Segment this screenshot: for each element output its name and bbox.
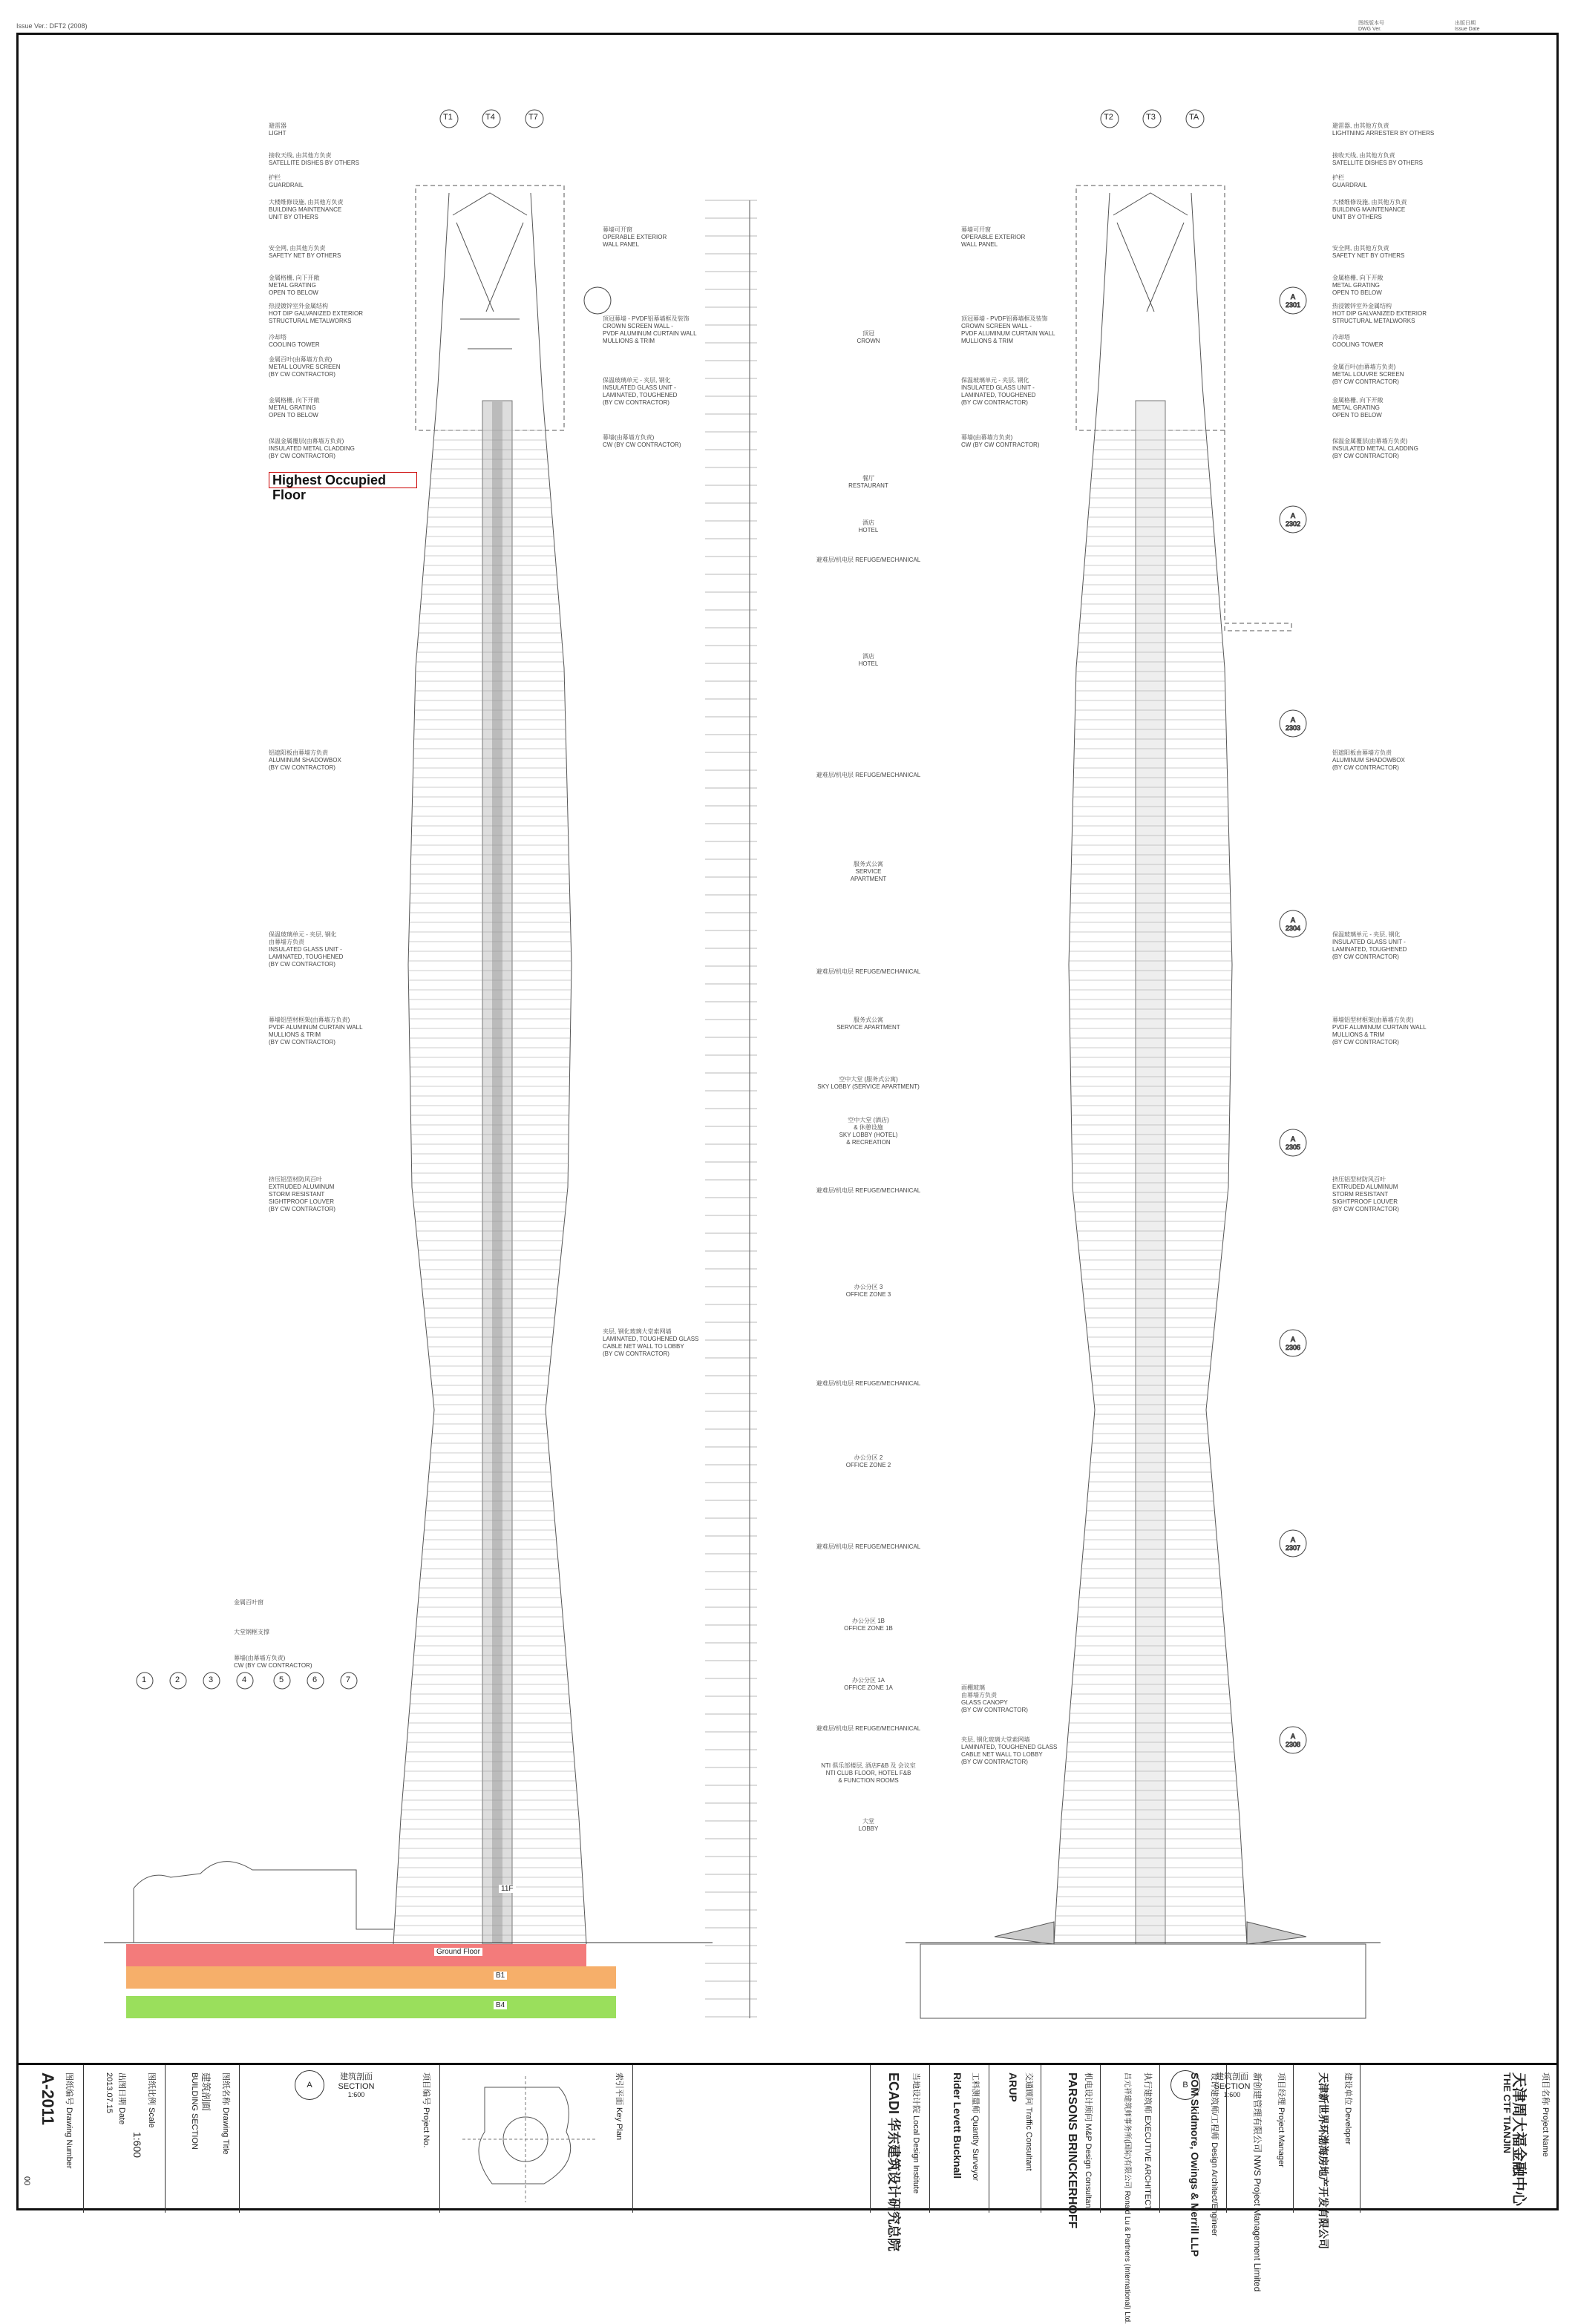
callout-label: 保温玻璃单元 - 夹层, 钢化 由幕墙方负责 INSULATED GLASS UNIT - LAMINATED, TOUGHENED (BY CW CONTRACTOR) — [269, 931, 344, 968]
tb-revision: 00 — [22, 2176, 31, 2186]
section-b-title-en: SECTION — [1214, 2082, 1251, 2091]
section-b-detail-marks — [1280, 287, 1306, 1753]
section-a-outer-left — [393, 193, 449, 1944]
detail-mark-circle — [1280, 1330, 1306, 1356]
tb-traffic: ARUP — [1007, 2072, 1019, 2102]
callout-label: 幕墙铝型材框架(由幕墙方负责) PVDF ALUMINUM CURTAIN WALL MULLIONS & TRIM (BY CW CONTRACTOR) — [269, 1017, 363, 1046]
tb-project-no-label: 项目编号 Project No. — [422, 2072, 430, 2148]
zone-label: 办公分区 1A OFFICE ZONE 1A — [844, 1677, 893, 1691]
callout-label: 保温金属覆层(由幕墙方负责) INSULATED METAL CLADDING (BY CW CONTRACTOR) — [269, 438, 355, 459]
callout-label: 大楼维修设施, 由其他方负责 BUILDING MAINTENANCE UNIT BY OTHERS — [1332, 199, 1407, 220]
callout-label: 金属百叶窗 — [234, 1599, 263, 1606]
tb-exec-architect-label: 执行建筑师 EXECUTIVE ARCHITECT — [1143, 2072, 1152, 2210]
section-a-title-cn: 建筑剖面 — [340, 2072, 373, 2081]
tb-drawing-number-cell — [16, 2065, 83, 2213]
section-b-scale: 1:600 — [1223, 2091, 1241, 2098]
callout-label: 夹层, 钢化玻璃大堂索网墙 LAMINATED, TOUGHENED GLASS CABLE NET WALL TO LOBBY (BY CW CONTRACTOR) — [961, 1736, 1058, 1765]
zone-label: 空中大堂 (服务式公寓) SKY LOBBY (SERVICE APARTMENT) — [817, 1076, 920, 1090]
zone-label: 大堂 LOBBY — [858, 1818, 879, 1832]
detail-mark-text: A — [1290, 1536, 1296, 1543]
detail-mark-text: 2305 — [1285, 1143, 1301, 1151]
tb-keyplan-label: 索引平面 Key Plan — [615, 2072, 623, 2141]
tb-exec-architect-cell — [1100, 2065, 1159, 2324]
detail-mark-circle — [1280, 506, 1306, 533]
tag-ground-floor: Ground Floor — [434, 1948, 482, 1956]
tb-issue-date: 2013.07.15 — [105, 2072, 114, 2114]
tb-architect-label: 设计建筑师/工程师 Design Architect/Engineer — [1210, 2072, 1219, 2236]
callout-label: 接收天线, 由其他方负责 SATELLITE DISHES BY OTHERS — [269, 152, 359, 166]
detail-mark-text: A — [1290, 1336, 1296, 1343]
callout-label: 幕墙可开窗 OPERABLE EXTERIOR WALL PANEL — [961, 226, 1026, 248]
tb-revisions-cell — [632, 2065, 870, 2213]
callout-label: 大堂钢框支撑 — [234, 1629, 269, 1635]
callout-label: 挤压铝型材防风百叶 EXTRUDED ALUMINUM STORM RESISTANT SIGHTPROOF LOUVER (BY CW CONTRACTOR) — [269, 1176, 335, 1212]
podium-grid-4: 4 — [242, 1675, 247, 1684]
callout-label: 金属格栅, 向下开敞 METAL GRATING OPEN TO BELOW — [1332, 275, 1384, 296]
zone-label: 酒店 HOTEL — [858, 653, 879, 667]
zone-label: 避难层/机电层 REFUGE/MECHANICAL — [816, 968, 921, 975]
zone-label: 酒店 HOTEL — [858, 519, 879, 534]
tb-ldi: ECADI 华东建筑设计研究总院 — [886, 2072, 901, 2252]
callout-label: 避雷器, 由其他方负责 LIGHTNING ARRESTER BY OTHERS — [1332, 122, 1435, 137]
callout-label: 顶冠幕墙 - PVDF铝幕墙框及装饰 CROWN SCREEN WALL - PVDF ALUMINUM CURTAIN WALL MULLIONS & TRIM — [603, 315, 697, 344]
section-a-podium-grid-circles — [137, 1673, 357, 1689]
callout-label: 幕墙(由幕墙方负责) CW (BY CW CONTRACTOR) — [961, 434, 1040, 448]
callout-label: 金属格栅, 向下开敞 METAL GRATING OPEN TO BELOW — [1332, 397, 1384, 418]
detail-mark-text: 2301 — [1285, 301, 1301, 309]
callout-label: 大楼维修设施, 由其他方负责 BUILDING MAINTENANCE UNIT BY OTHERS — [269, 199, 344, 220]
tb-drawing-title-label: 图纸名称 Drawing Title — [221, 2072, 230, 2155]
callout-label: 雨棚玻璃 由幕墙方负责 GLASS CANOPY (BY CW CONTRACTOR) — [961, 1684, 1028, 1713]
tb-project-name-cell — [1360, 2065, 1559, 2213]
callout-label: 热浸镀锌室外金属结构 HOT DIP GALVANIZED EXTERIOR STRUCTURAL METALWORKS — [269, 303, 363, 324]
tb-developer: 天津新世界环渤海房地产开发有限公司 — [1317, 2072, 1329, 2249]
detail-mark-text: 2304 — [1285, 925, 1301, 932]
zone-label: 避难层/机电层 REFUGE/MECHANICAL — [816, 772, 921, 778]
title-block — [16, 2063, 1559, 2324]
zone-label: 避难层/机电层 REFUGE/MECHANICAL — [816, 1725, 921, 1732]
detail-mark-text: A — [1290, 716, 1296, 723]
section-b-mark: B — [1170, 2070, 1200, 2100]
callout-label: 保温金属覆层(由幕墙方负责) INSULATED METAL CLADDING (BY CW CONTRACTOR) — [1332, 438, 1418, 459]
section-b-canopy-right — [1247, 1922, 1306, 1944]
detail-mark-circle — [1280, 1727, 1306, 1753]
detail-mark-text: A — [1290, 1733, 1296, 1740]
section-b-basement — [920, 1944, 1366, 2018]
callout-label: 铝遮阳板由幕墙方负责 ALUMINUM SHADOWBOX (BY CW CONTRACTOR) — [269, 749, 341, 771]
tb-architect: SOM Skidmore, Owings & Merrill LLP — [1189, 2072, 1201, 2257]
podium-grid-3: 3 — [209, 1675, 214, 1684]
callout-label: 金属百叶(由幕墙方负责) METAL LOUVRE SCREEN (BY CW CONTRACTOR) — [269, 356, 341, 378]
detail-mark-circle — [1280, 710, 1306, 737]
grid-label-t4: T4 — [485, 113, 495, 122]
section-b-detail-boxes — [1225, 623, 1291, 631]
tb-traffic-label: 交通顾问 Traffic Consultant — [1024, 2072, 1033, 2171]
section-b-outer-left — [1054, 193, 1110, 1944]
section-b-crown-outline — [1076, 186, 1225, 430]
callout-label: 铝遮阳板由幕墙方负责 ALUMINUM SHADOWBOX (BY CW CONTRACTOR) — [1332, 749, 1405, 771]
detail-mark-text: 2308 — [1285, 1741, 1301, 1748]
tb-developer-cell — [1293, 2065, 1360, 2249]
detail-mark-text: A — [1290, 293, 1296, 301]
detail-mark-text: A — [1290, 1135, 1296, 1143]
section-a-podium — [134, 1862, 393, 1943]
header-issue-date: 出版日期 Issue Date — [1455, 21, 1480, 32]
callout-label: 幕墙铝型材框架(由幕墙方负责) PVDF ALUMINUM CURTAIN WALL MULLIONS & TRIM (BY CW CONTRACTOR) — [1332, 1017, 1427, 1046]
detail-mark-text: A — [1290, 916, 1296, 924]
zone-label: 餐厅 RESTAURANT — [848, 475, 888, 489]
zone-label: 服务式公寓 SERVICE APARTMENT — [836, 1017, 900, 1031]
tb-issue-date-label: 出图日期 Date — [117, 2072, 126, 2125]
b1-band — [126, 1966, 616, 1989]
grid-label-t2: T2 — [1104, 113, 1113, 122]
callout-label: 金属格栅, 向下开敞 METAL GRATING OPEN TO BELOW — [269, 275, 320, 296]
zone-label: 办公分区 1B OFFICE ZONE 1B — [844, 1618, 893, 1632]
zone-label: 服务式公寓 SERVICE APARTMENT — [850, 861, 887, 882]
tb-pm-label: 项目经理 Project Manager — [1277, 2072, 1286, 2167]
tb-drawing-title-cn: 建筑剖面 — [200, 2072, 212, 2112]
section-a-core-void — [492, 401, 502, 1944]
section-a-scale: 1:600 — [347, 2091, 365, 2098]
section-b-outer-right — [1191, 193, 1247, 1944]
callout-label: 护栏 GUARDRAIL — [269, 174, 304, 188]
tb-project-no-cell — [239, 2065, 439, 2213]
tb-mep-cell — [1041, 2065, 1100, 2229]
zone-label: 避难层/机电层 REFUGE/MECHANICAL — [816, 1543, 921, 1550]
tb-architect-cell — [1159, 2065, 1226, 2257]
callout-label: 热浸镀锌室外金属结构 HOT DIP GALVANIZED EXTERIOR STRUCTURAL METALWORKS — [1332, 303, 1427, 324]
callout-label: 顶冠幕墙 - PVDF铝幕墙框及装饰 CROWN SCREEN WALL - PVDF ALUMINUM CURTAIN WALL MULLIONS & TRIM — [961, 315, 1055, 344]
callout-label: 幕墙(由幕墙方负责) CW (BY CW CONTRACTOR) — [234, 1655, 312, 1669]
detail-mark-text: 2303 — [1285, 724, 1301, 732]
tag-b1: B1 — [494, 1972, 507, 1980]
zone-label: 办公分区 3 OFFICE ZONE 3 — [845, 1284, 891, 1298]
section-b-title-cn: 建筑剖面 — [1216, 2072, 1248, 2081]
callout-label: 挤压铝型材防风百叶 EXTRUDED ALUMINUM STORM RESISTANT SIGHTPROOF LOUVER (BY CW CONTRACTOR) — [1332, 1176, 1399, 1212]
header-dwg-version: 图纸版本号 DWG Ver. — [1358, 21, 1384, 32]
tb-date-scale-cell — [83, 2065, 165, 2213]
callout-label: 金属格栅, 向下开敞 METAL GRATING OPEN TO BELOW — [269, 397, 320, 418]
callout-label: 保温玻璃单元 - 夹层, 钢化 INSULATED GLASS UNIT - LAMINATED, TOUGHENED (BY CW CONTRACTOR) — [603, 377, 678, 406]
tb-qs: Rider Levett Bucknall — [952, 2072, 963, 2179]
podium-grid-5: 5 — [279, 1675, 284, 1684]
section-a-tower — [104, 186, 713, 1944]
callout-label: 保温玻璃单元 - 夹层, 钢化 INSULATED GLASS UNIT - LAMINATED, TOUGHENED (BY CW CONTRACTOR) — [1332, 931, 1407, 960]
podium-grid-6: 6 — [312, 1675, 318, 1684]
header-issue-version: Issue Ver.: DFT2 (2008) — [16, 22, 88, 30]
tb-exec-architect: 吕元祥建筑师事务所(国际)有限公司 Ronald Lu & Partners (International) Ltd. — [1123, 2072, 1131, 2324]
callout-label: 护栏 GUARDRAIL — [1332, 174, 1367, 188]
detail-mark-circle — [1280, 1129, 1306, 1156]
tb-drawing-title-en: BUILDING SECTION — [190, 2072, 199, 2150]
zone-label: NTI 俱乐部楼层, 酒店F&B 及 会议室 NTI CLUB FLOOR, HOTEL F&B & FUNCTION ROOMS — [821, 1762, 916, 1784]
tb-project-name-label: 项目名称 Project Name — [1541, 2072, 1550, 2157]
tb-developer-label: 建设单位 Developer — [1343, 2072, 1352, 2145]
detail-mark-text: 2307 — [1285, 1544, 1301, 1552]
tb-drawing-no: A-2011 — [39, 2072, 57, 2125]
tb-project-name-cn: 天津周大福金融中心 — [1510, 2072, 1527, 2206]
grid-label-t3: T3 — [1146, 113, 1156, 122]
podium-grid-1: 1 — [142, 1675, 147, 1684]
callout-label: 幕墙可开窗 OPERABLE EXTERIOR WALL PANEL — [603, 226, 667, 248]
callout-label: 夹层, 钢化玻璃大堂索网墙 LAMINATED, TOUGHENED GLASS CABLE NET WALL TO LOBBY (BY CW CONTRACTOR) — [603, 1328, 699, 1357]
section-b-canopy-left — [995, 1922, 1054, 1944]
highest-occupied-floor-label: Highest Occupied Floor — [269, 472, 417, 488]
callout-label: 冷却塔 COOLING TOWER — [1332, 334, 1384, 348]
grid-label-t1: T1 — [443, 113, 453, 122]
tb-keyplan-cell — [439, 2065, 632, 2213]
tb-traffic-cell — [989, 2065, 1041, 2213]
tb-project-name-en: THE CTF TIANJIN — [1502, 2072, 1513, 2154]
section-a-title-en: SECTION — [338, 2082, 375, 2091]
tb-pm-cell — [1226, 2065, 1293, 2292]
tb-pm: 新创建管理有限公司 NWS Project Management Limited — [1252, 2072, 1263, 2292]
detail-mark-text: A — [1290, 512, 1296, 519]
detail-mark-circle — [1280, 910, 1306, 937]
tb-qs-label: 工料测量师 Quantity Surveyor — [971, 2072, 980, 2182]
tb-mep: PARSONS BRINCKERHOFF — [1066, 2072, 1078, 2229]
callout-label: 接收天线, 由其他方负责 SATELLITE DISHES BY OTHERS — [1332, 152, 1423, 166]
tb-scale: 1:600 — [131, 2132, 143, 2159]
callout-label: 安全网, 由其他方负责 SAFETY NET BY OTHERS — [269, 245, 341, 259]
zone-label: 办公分区 2 OFFICE ZONE 2 — [845, 1454, 891, 1468]
zone-label: 顶冠 CROWN — [857, 330, 880, 344]
tb-drawing-no-label: 图纸编号 Drawing Number — [65, 2072, 73, 2169]
grid-label-ta: TA — [1189, 113, 1199, 122]
tb-scale-label: 图纸比例 Scale — [147, 2072, 156, 2128]
section-a-outer-right — [531, 193, 586, 1944]
callout-label: 金属百叶(由幕墙方负责) METAL LOUVRE SCREEN (BY CW CONTRACTOR) — [1332, 364, 1404, 385]
section-a-crown-outline — [416, 186, 564, 430]
tb-mep-label: 机电设计顾问 M&P Design Consultant — [1084, 2072, 1093, 2210]
zone-label: 空中大堂 (酒店) & 休憩设施 SKY LOBBY (HOTEL) & RECREATION — [839, 1117, 898, 1146]
callout-label: 保温玻璃单元 - 夹层, 钢化 INSULATED GLASS UNIT - LAMINATED, TOUGHENED (BY CW CONTRACTOR) — [961, 377, 1036, 406]
detail-mark-circle — [1280, 287, 1306, 314]
tb-qs-cell — [929, 2065, 989, 2213]
callout-label: 幕墙(由幕墙方负责) CW (BY CW CONTRACTOR) — [603, 434, 681, 448]
tb-drawing-title-cell — [165, 2065, 239, 2213]
callout-label: 冷却塔 COOLING TOWER — [269, 334, 320, 348]
section-a-mark: A — [295, 2070, 324, 2100]
grid-label-t7: T7 — [528, 113, 538, 122]
tb-ldi-cell — [870, 2065, 929, 2252]
tag-b4: B4 — [494, 2001, 507, 2009]
tag-11f: 11F — [499, 1885, 516, 1893]
key-plan-drawing — [455, 2072, 603, 2206]
section-a-detail-mark — [584, 287, 611, 314]
detail-mark-text: 2306 — [1285, 1344, 1301, 1351]
podium-grid-7: 7 — [346, 1675, 351, 1684]
detail-mark-text: 2302 — [1285, 520, 1301, 528]
zone-label: 避难层/机电层 REFUGE/MECHANICAL — [816, 557, 921, 563]
callout-label: 安全网, 由其他方负责 SAFETY NET BY OTHERS — [1332, 245, 1405, 259]
section-b-core — [1136, 401, 1165, 1944]
callout-label: 避雷器 LIGHT — [269, 122, 286, 137]
b4-band — [126, 1996, 616, 2018]
tb-ldi-label: 当地设计院 Local Design Institute — [911, 2072, 920, 2194]
ground-floor-band — [126, 1944, 586, 1966]
zone-label: 避难层/机电层 REFUGE/MECHANICAL — [816, 1380, 921, 1387]
detail-mark-circle — [1280, 1530, 1306, 1557]
podium-grid-2: 2 — [175, 1675, 180, 1684]
zone-label: 避难层/机电层 REFUGE/MECHANICAL — [816, 1187, 921, 1194]
